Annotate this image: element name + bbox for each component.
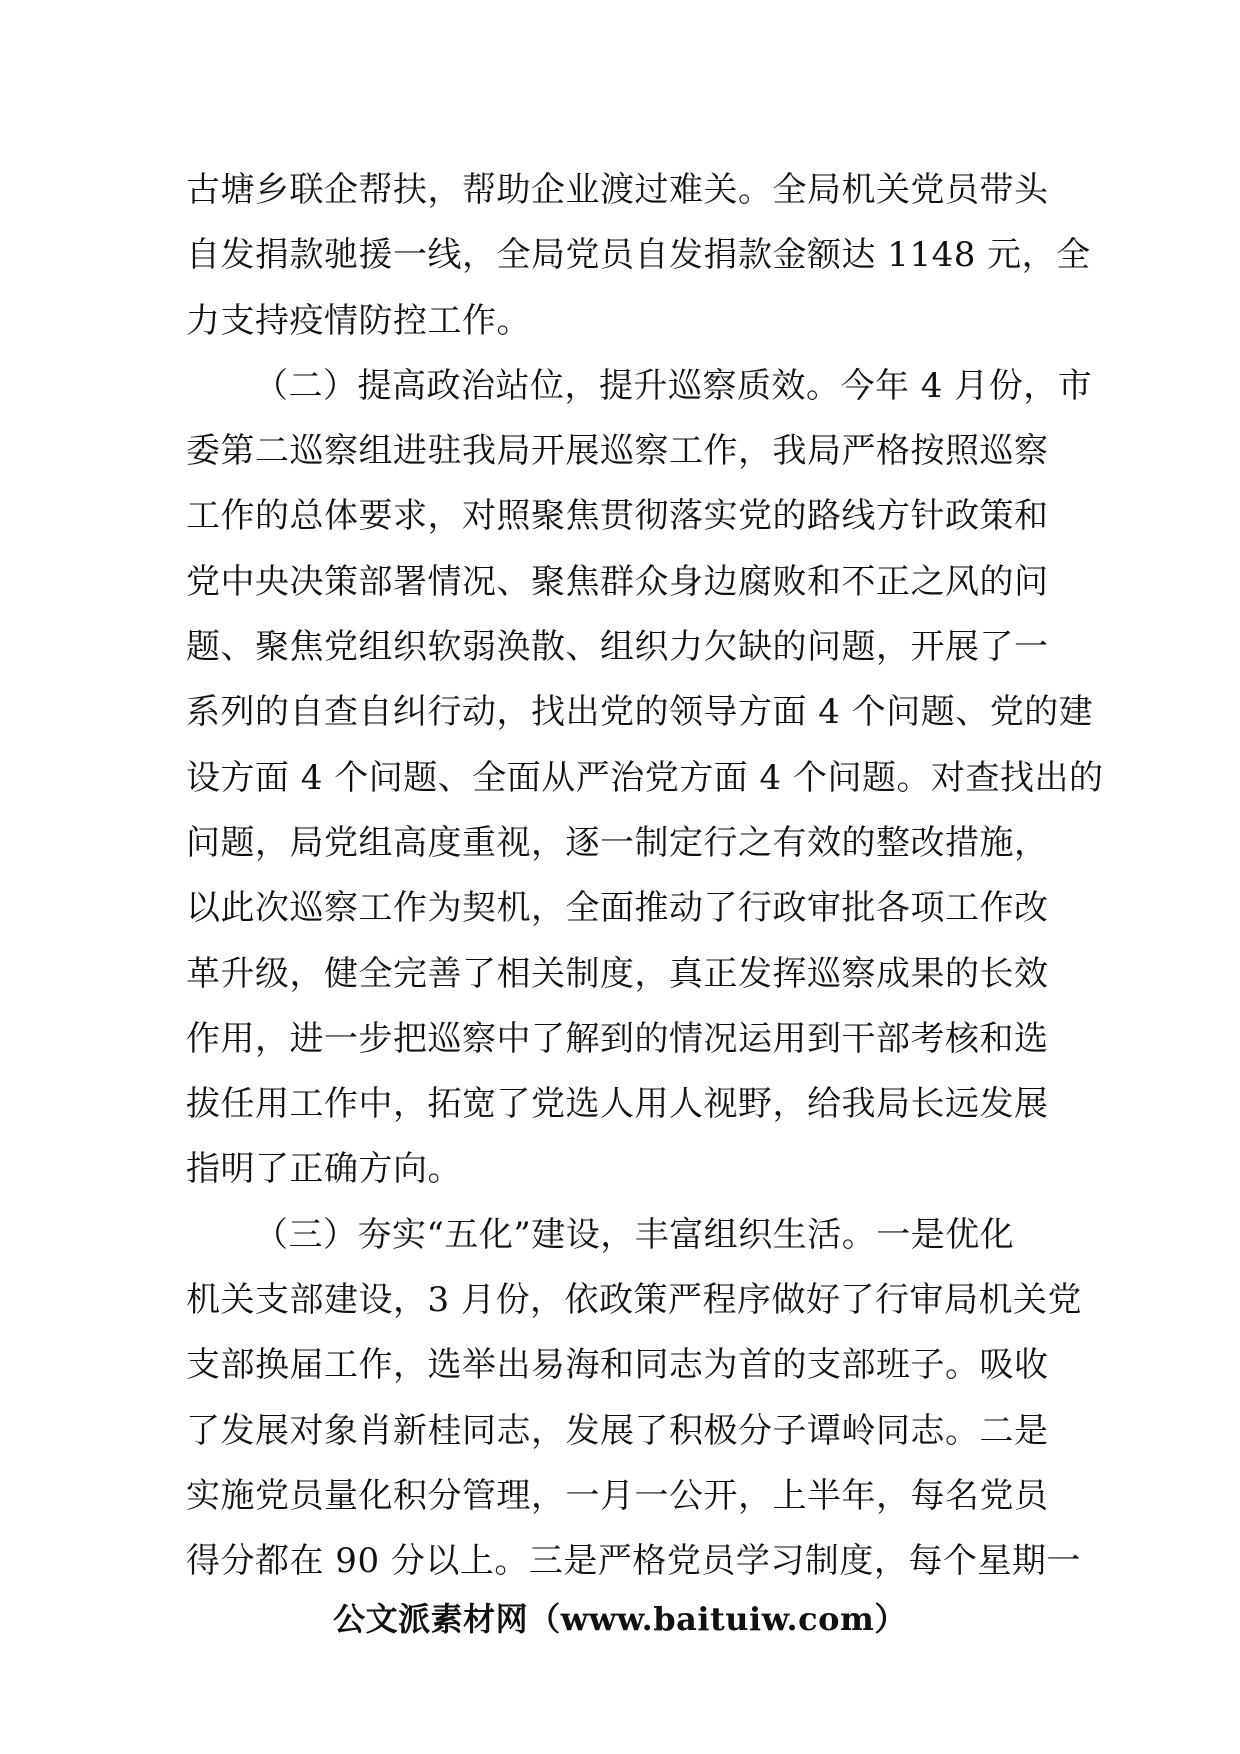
section-heading-line: （三）夯实“五化”建设，丰富组织生活。一是优化 xyxy=(254,1214,1015,1255)
text-line: 得分都在 90 分以上。三是严格党员学习制度，每个星期一 xyxy=(186,1541,1081,1582)
text-line: 工作的总体要求，对照聚焦贯彻落实党的路线方针政策和 xyxy=(186,496,1049,537)
text-line: 拔任用工作中，拓宽了党选人用人视野，给我局长远发展 xyxy=(186,1084,1049,1125)
text-line: 委第二巡察组进驻我局开展巡察工作，我局严格按照巡察 xyxy=(186,431,1049,472)
text-line: 古塘乡联企帮扶，帮助企业渡过难关。全局机关党员带头 xyxy=(186,170,1049,210)
text-line: 题、聚焦党组织软弱涣散、组织力欠缺的问题，开展了一 xyxy=(186,627,1049,668)
text-line: 作用，进一步把巡察中了解到的情况运用到干部考核和选 xyxy=(186,1018,1049,1059)
footer-watermark: 公文派素材网（www.baituiw.com） xyxy=(333,1600,907,1638)
text-line: 实施党员量化积分管理，一月一公开，上半年，每名党员 xyxy=(186,1475,1049,1516)
text-line: 革升级，健全完善了相关制度，真正发挥巡察成果的长效 xyxy=(186,953,1049,994)
text-line: 力支持疫情防控工作。 xyxy=(186,300,531,341)
section-three-paragraph xyxy=(186,1203,1082,1595)
text-line: 系列的自查自纠行动，找出党的领导方面 4 个问题、党的建 xyxy=(186,692,1094,733)
document-body xyxy=(186,158,1104,1595)
paragraph-continued xyxy=(186,158,1091,354)
text-line: 机关支部建设，3 月份，依政策严程序做好了行审局机关党 xyxy=(186,1280,1082,1321)
section-two-paragraph xyxy=(186,354,1104,1203)
text-line: 指明了正确方向。 xyxy=(186,1149,462,1190)
text-line: 自发捐款驰援一线，全局党员自发捐款金额达 1148 元，全 xyxy=(186,235,1091,276)
text-line: 设方面 4 个问题、全面从严治党方面 4 个问题。对查找出的 xyxy=(186,757,1104,798)
text-line: 支部换届工作，选举出易海和同志为首的支部班子。吸收 xyxy=(186,1345,1049,1386)
section-heading-line: （二）提高政治站位，提升巡察质效。今年 4 月份，市 xyxy=(254,365,1093,406)
text-line: 以此次巡察工作为契机，全面推动了行政审批各项工作改 xyxy=(186,888,1049,929)
text-line: 党中央决策部署情况、聚焦群众身边腐败和不正之风的问 xyxy=(186,561,1049,602)
text-line: 了发展对象肖新桂同志，发展了积极分子谭岭同志。二是 xyxy=(186,1410,1049,1451)
text-line: 问题，局党组高度重视，逐一制定行之有效的整改措施， xyxy=(186,822,1049,863)
